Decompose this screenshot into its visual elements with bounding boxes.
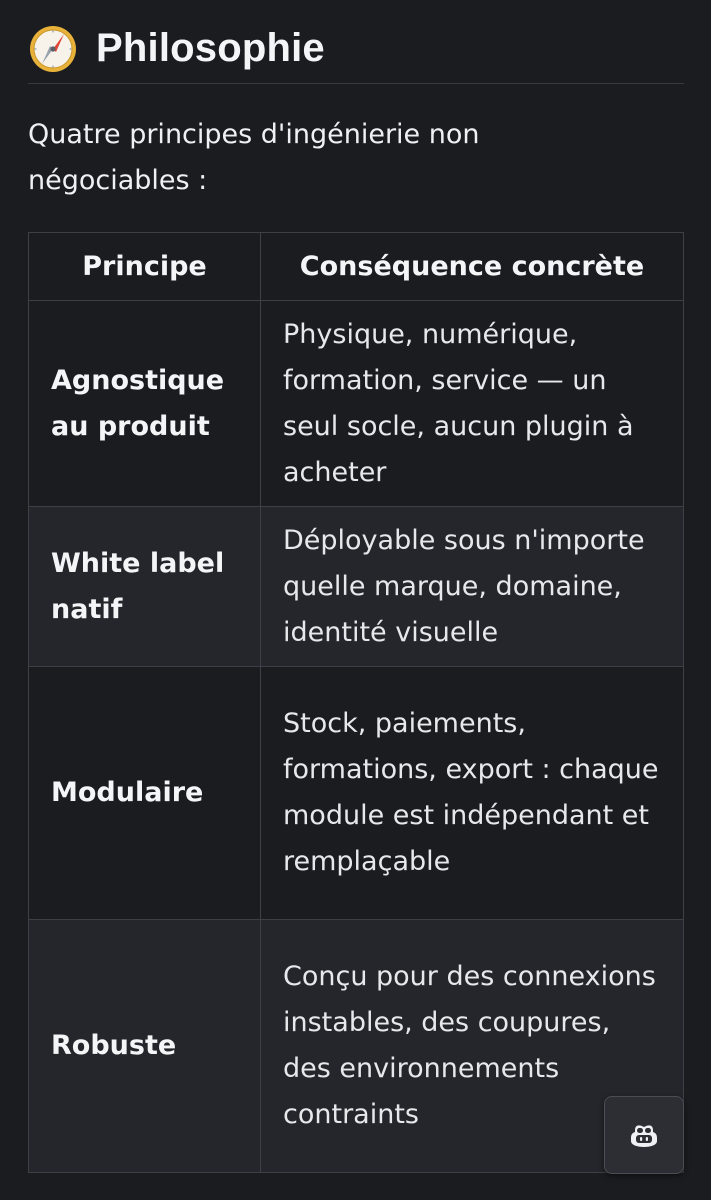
section-heading [28,14,684,84]
consequence-cell: Conçu pour des connexions instables, des coupures, des environnements contraints [261,920,684,1173]
copilot-icon [629,1121,659,1149]
consequence-cell: Physique, numérique, formation, service — un seul socle, aucun plugin à acheter [261,301,684,507]
intro-text: Quatre principes d'ingénierie non négociables : [28,119,480,196]
principle-cell: White label natif [29,507,261,667]
table-row [29,507,684,667]
table-row [29,920,684,1173]
table-row [29,301,684,507]
compass-icon [28,24,78,74]
principle-cell: Robuste [29,920,261,1173]
header-consequence: Conséquence concrète [261,233,684,301]
principle-cell: Agnostique au produit [29,301,261,507]
header-principle: Principe [29,233,261,301]
consequence-cell: Stock, paiements, formations, export : chaque module est indépendant et remplaçable [261,667,684,920]
section-title: Philosophie [96,26,325,70]
consequence-cell: Déployable sous n'importe quelle marque, domaine, identité visuelle [261,507,684,667]
table-row [29,667,684,920]
copilot-button[interactable] [604,1096,684,1174]
principles-table [28,232,684,1173]
table-header-row [29,233,684,301]
principle-cell: Modulaire [29,667,261,920]
